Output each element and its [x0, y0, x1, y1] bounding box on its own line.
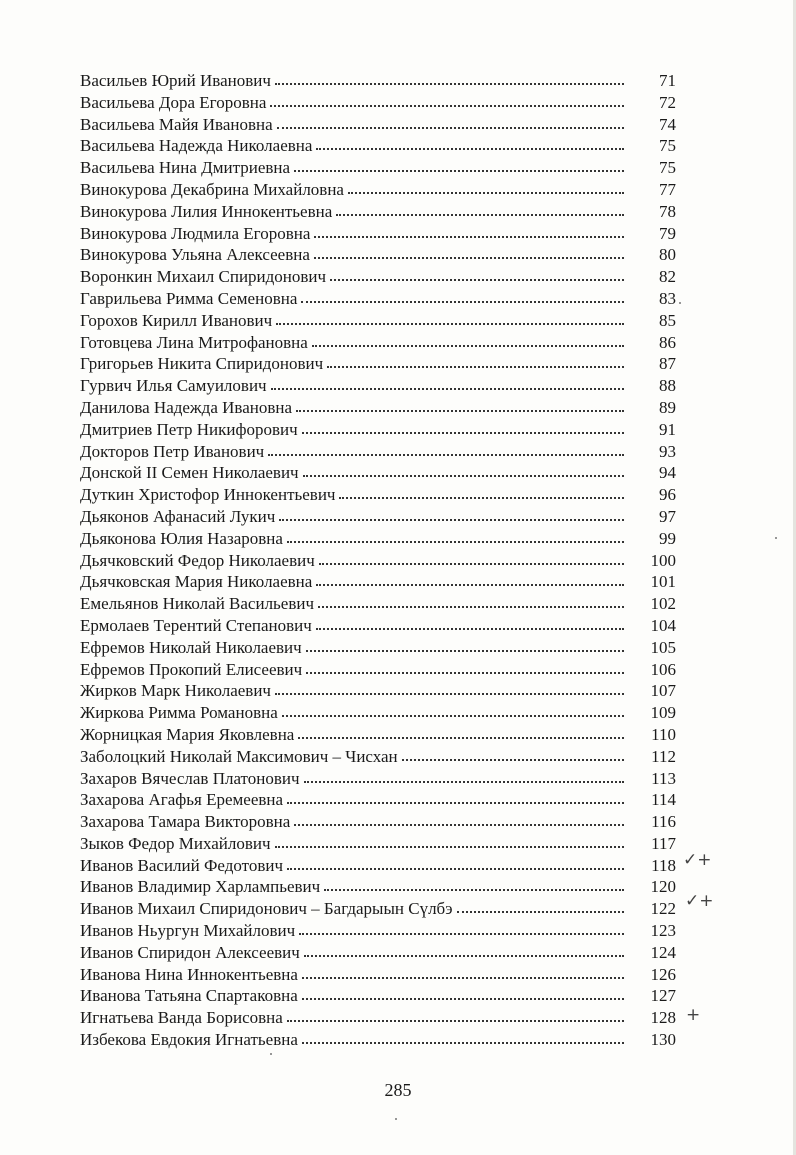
entry-page-number: 78: [659, 201, 676, 221]
toc-entry: [80, 571, 676, 593]
dot-leader: [296, 399, 624, 413]
dot-leader: [306, 639, 624, 653]
entry-page-number: 116: [651, 812, 676, 832]
entry-page-number: 114: [651, 790, 676, 810]
toc-entry: [80, 441, 676, 463]
entry-name: Иванов Спиридон Алексеевич: [80, 942, 300, 962]
toc-entry: [80, 876, 676, 898]
dot-leader: [294, 813, 624, 827]
dot-leader: [318, 595, 624, 609]
toc-entry: [80, 985, 676, 1007]
entry-name: Винокурова Лилия Иннокентьевна: [80, 201, 333, 221]
entry-page-number: 85: [659, 310, 676, 330]
toc-entry: [80, 724, 676, 746]
dot-leader: [316, 573, 624, 587]
dot-leader: [271, 377, 624, 391]
entry-name: Воронкин Михаил Спиридонович: [80, 267, 327, 287]
dot-leader: [302, 421, 624, 435]
toc-entry: [80, 266, 676, 288]
toc-entry: [80, 462, 676, 484]
dot-leader: [327, 355, 624, 369]
entry-page-number: 89: [659, 397, 676, 417]
entry-page-number: 87: [659, 354, 676, 374]
entry-name: Васильева Дора Егоровна: [80, 92, 267, 112]
dot-leader: [268, 443, 624, 457]
entry-name: Иванова Татьяна Спартаковна: [80, 986, 298, 1006]
dot-leader: [302, 966, 624, 980]
toc-entry: [80, 310, 676, 332]
entry-page-number: 101: [650, 572, 676, 592]
entry-name: Ефремов Николай Николаевич: [80, 637, 302, 657]
entry-name: Дьяконова Юлия Назаровна: [80, 528, 283, 548]
entry-page-number: 109: [650, 703, 676, 723]
dot-leader: [348, 181, 624, 195]
toc-entry: [80, 92, 676, 114]
scan-speck: [775, 537, 777, 539]
toc-entry: [80, 375, 676, 397]
entry-name: Жорницкая Мария Яковлевна: [80, 724, 295, 744]
dot-leader: [302, 1031, 624, 1045]
dot-leader: [336, 203, 624, 217]
toc-entry: [80, 964, 676, 986]
entry-name: Дуткин Христофор Иннокентьевич: [80, 485, 336, 505]
entry-name: Иванов Михаил Спиридонович – Багдарыын Сүлбэ: [80, 899, 453, 919]
entry-page-number: 96: [659, 485, 676, 505]
entry-page-number: 120: [650, 877, 676, 897]
dot-leader: [304, 770, 624, 784]
dot-leader: [275, 72, 624, 86]
toc-entry: [80, 898, 676, 920]
toc-entry: [80, 244, 676, 266]
toc-entry: [80, 223, 676, 245]
entry-page-number: 72: [659, 92, 676, 112]
dot-leader: [303, 464, 624, 478]
entry-page-number: 106: [650, 659, 676, 679]
entry-name: Ермолаев Терентий Степанович: [80, 615, 312, 635]
entry-name: Докторов Петр Иванович: [80, 441, 265, 461]
toc-entry: [80, 855, 676, 877]
handwritten-checkmark: ✓+: [683, 850, 712, 870]
dot-leader: [287, 1009, 624, 1023]
toc-entry: [80, 506, 676, 528]
entry-name: Готовцева Лина Митрофановна: [80, 332, 308, 352]
entry-page-number: 79: [659, 223, 676, 243]
page-number: 285: [384, 1080, 412, 1100]
dot-leader: [457, 900, 624, 914]
toc-entry: [80, 920, 676, 942]
dot-leader: [306, 661, 624, 675]
toc-entry: [80, 528, 676, 550]
entry-page-number: 105: [650, 637, 676, 657]
dot-leader: [275, 682, 624, 696]
entry-page-number: 94: [659, 463, 676, 483]
entry-name: Игнатьева Ванда Борисовна: [80, 1008, 283, 1028]
toc-entry: [80, 397, 676, 419]
toc-entry: [80, 1007, 676, 1029]
entry-name: Жирков Марк Николаевич: [80, 681, 271, 701]
entry-page-number: 97: [659, 506, 676, 526]
entry-name: Дьячковский Федор Николаевич: [80, 550, 315, 570]
dot-leader: [270, 94, 624, 108]
toc-entry: [80, 550, 676, 572]
dot-leader: [316, 137, 624, 151]
dot-leader: [301, 290, 624, 304]
toc-entry: [80, 1029, 676, 1051]
entry-name: Захарова Тамара Викторовна: [80, 812, 291, 832]
toc-entry: [80, 419, 676, 441]
toc-entry: [80, 746, 676, 768]
entry-name: Жиркова Римма Романовна: [80, 703, 278, 723]
toc-entry: [80, 789, 676, 811]
toc-entry: [80, 680, 676, 702]
toc-entry: [80, 615, 676, 637]
entry-page-number: 126: [650, 964, 676, 984]
dot-leader: [287, 791, 624, 805]
entry-page-number: 102: [650, 594, 676, 614]
entry-name: Гаврильева Римма Семеновна: [80, 288, 298, 308]
dot-leader: [282, 704, 624, 718]
toc-entry: [80, 201, 676, 223]
entry-name: Винокурова Людмила Егоровна: [80, 223, 311, 243]
dot-leader: [339, 486, 624, 500]
entry-name: Дмитриев Петр Никифорович: [80, 419, 298, 439]
dot-leader: [302, 987, 624, 1001]
entry-page-number: 110: [651, 724, 676, 744]
toc-entry: [80, 332, 676, 354]
toc-entry: [80, 135, 676, 157]
toc-entry: [80, 157, 676, 179]
entry-page-number: 99: [659, 528, 676, 548]
scan-speck: [679, 302, 681, 304]
entry-name: Емельянов Николай Васильевич: [80, 594, 315, 614]
entry-page-number: 107: [650, 681, 676, 701]
dot-leader: [312, 334, 624, 348]
entry-name: Иванова Нина Иннокентьевна: [80, 964, 298, 984]
toc-entry: [80, 179, 676, 201]
entry-page-number: 122: [650, 899, 676, 919]
entry-page-number: 128: [650, 1008, 676, 1028]
entry-name: Иванов Владимир Харлампьевич: [80, 877, 321, 897]
entry-name: Винокурова Ульяна Алексеевна: [80, 245, 310, 265]
entry-name: Горохов Кирилл Иванович: [80, 310, 273, 330]
entry-page-number: 104: [650, 615, 676, 635]
toc-entry: [80, 659, 676, 681]
dot-leader: [294, 159, 624, 173]
entry-name: Иванов Василий Федотович: [80, 855, 284, 875]
entry-name: Винокурова Декабрина Михайловна: [80, 179, 344, 199]
dot-leader: [276, 312, 624, 326]
entry-name: Григорьев Никита Спиридонович: [80, 354, 324, 374]
entry-page-number: 127: [650, 986, 676, 1006]
entry-name: Дьячковская Мария Николаевна: [80, 572, 313, 592]
entry-page-number: 91: [659, 419, 676, 439]
toc-entry: [80, 942, 676, 964]
handwritten-plus-mark: +: [686, 1005, 701, 1025]
dot-leader: [275, 835, 624, 849]
entry-name: Васильева Надежда Николаевна: [80, 136, 313, 156]
dot-leader: [330, 268, 624, 282]
dot-leader: [304, 944, 624, 958]
entry-name: Донской II Семен Николаевич: [80, 463, 299, 483]
toc-entry: [80, 288, 676, 310]
entry-page-number: 130: [650, 1030, 676, 1050]
entry-page-number: 123: [650, 921, 676, 941]
dot-leader: [298, 726, 624, 740]
toc-entry: [80, 114, 676, 136]
toc-entry: [80, 70, 676, 92]
entry-name: Данилова Надежда Ивановна: [80, 397, 293, 417]
entry-page-number: 124: [650, 942, 676, 962]
entry-page-number: 77: [659, 179, 676, 199]
entry-name: Захарова Агафья Еремеевна: [80, 790, 284, 810]
entry-name: Захаров Вячеслав Платонович: [80, 768, 300, 788]
entry-page-number: 112: [651, 746, 676, 766]
toc-entry: [80, 484, 676, 506]
entry-page-number: 100: [650, 550, 676, 570]
entry-page-number: 93: [659, 441, 676, 461]
toc-entry: [80, 593, 676, 615]
entry-name: Васильева Майя Ивановна: [80, 114, 273, 134]
entry-name: Гурвич Илья Самуилович: [80, 376, 267, 396]
entry-page-number: 88: [659, 376, 676, 396]
toc-entry: [80, 353, 676, 375]
entry-page-number: 83: [659, 288, 676, 308]
entry-name: Иванов Ньургун Михайлович: [80, 921, 296, 941]
entry-page-number: 113: [651, 768, 676, 788]
scan-speck: [270, 1053, 272, 1055]
toc-entry: [80, 811, 676, 833]
dot-leader: [319, 552, 624, 566]
entry-page-number: 75: [659, 136, 676, 156]
entry-name: Ефремов Прокопий Елисеевич: [80, 659, 303, 679]
dot-leader: [277, 116, 624, 130]
entry-name: Избекова Евдокия Игнатьевна: [80, 1030, 298, 1050]
entry-page-number: 86: [659, 332, 676, 352]
entry-name: Дьяконов Афанасий Лукич: [80, 506, 276, 526]
entry-page-number: 118: [651, 855, 676, 875]
toc-entry: [80, 637, 676, 659]
entry-name: Васильев Юрий Иванович: [80, 71, 271, 90]
toc-entry: [80, 833, 676, 855]
dot-leader: [314, 246, 624, 260]
entry-name: Заболоцкий Николай Максимович – Чисхан: [80, 746, 398, 766]
toc-entry: [80, 702, 676, 724]
dot-leader: [287, 530, 624, 544]
entry-name: Зыков Федор Михайлович: [80, 833, 271, 853]
scan-speck: [395, 1118, 397, 1120]
entry-page-number: 75: [659, 158, 676, 178]
handwritten-checkmark: ✓+: [685, 891, 714, 911]
entry-page-number: 71: [659, 71, 676, 90]
entry-page-number: 74: [659, 114, 676, 134]
dot-leader: [316, 617, 624, 631]
dot-leader: [279, 508, 624, 522]
dot-leader: [324, 878, 624, 892]
entry-page-number: 82: [659, 267, 676, 287]
entry-name: Васильева Нина Дмитриевна: [80, 158, 291, 178]
entry-page-number: 117: [651, 833, 676, 853]
toc-entry: [80, 768, 676, 790]
table-of-contents: [80, 70, 676, 1051]
dot-leader: [299, 922, 624, 936]
dot-leader: [314, 225, 624, 239]
dot-leader: [287, 857, 624, 871]
dot-leader: [402, 748, 624, 762]
entry-page-number: 80: [659, 245, 676, 265]
